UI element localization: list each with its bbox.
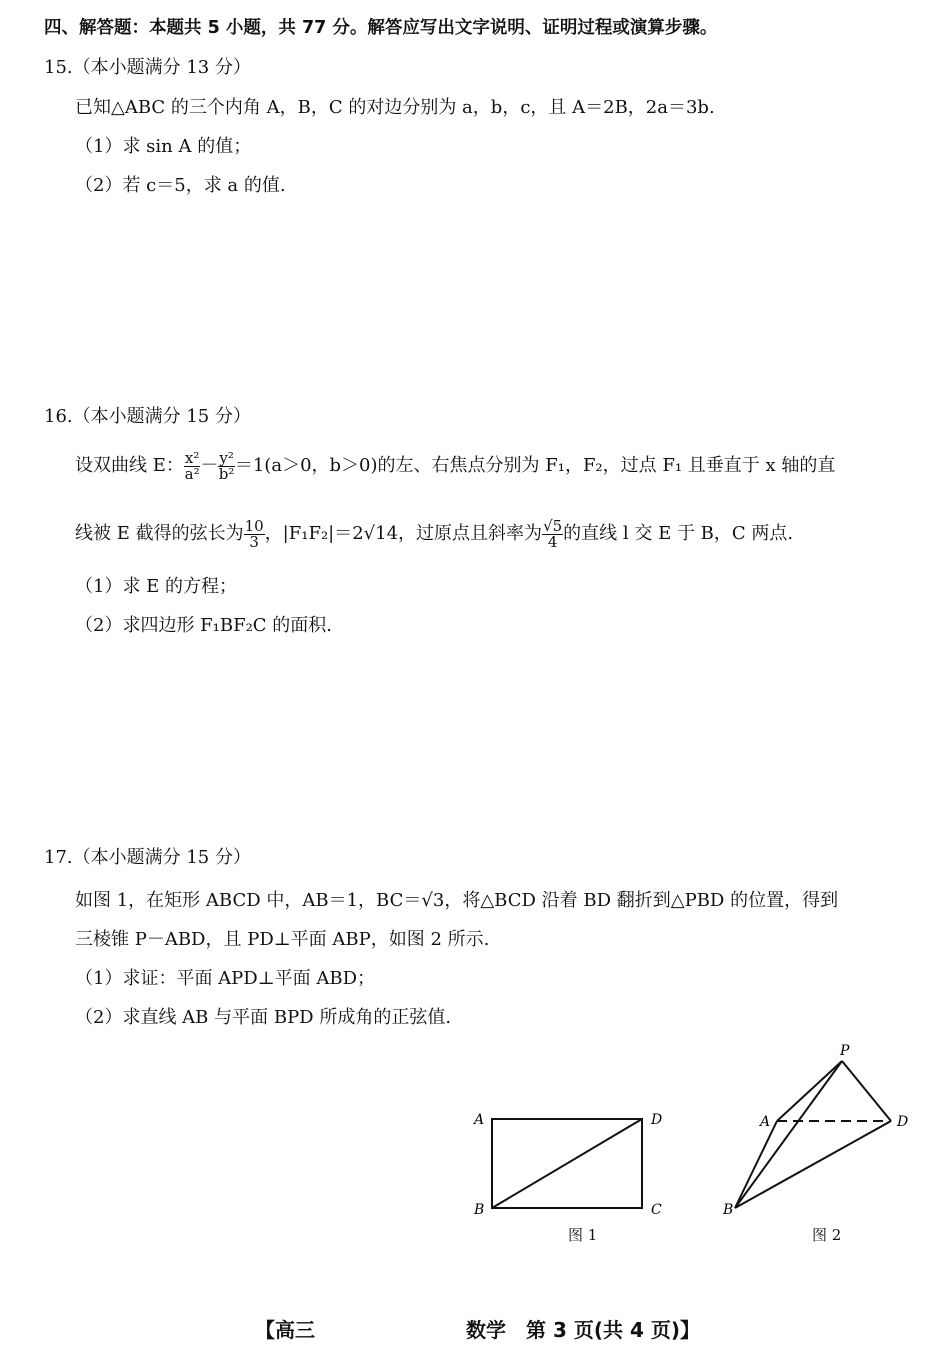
problem-16-q2: （2）求四边形 F₁BF₂C 的面积. xyxy=(75,615,333,636)
diagonal-bd xyxy=(492,1119,642,1208)
problem-16-line2 xyxy=(75,512,793,556)
problem-15-q2: （2）若 c＝5，求 a 的值. xyxy=(75,175,286,196)
p16-line2-pre: 线被 E 截得的弦长为 xyxy=(75,523,244,544)
frac-den: 3 xyxy=(249,532,259,551)
problem-17-q2: （2）求直线 AB 与平面 BPD 所成角的正弦值. xyxy=(75,1007,452,1028)
problem-17-stem-line2: 三棱锥 P－ABD，且 PD⊥平面 ABP，如图 2 所示. xyxy=(75,929,490,950)
frac-num: x² xyxy=(184,448,200,467)
figure-1 xyxy=(472,1112,662,1218)
frac-den: a² xyxy=(184,464,200,483)
edge-pd xyxy=(842,1061,891,1121)
frac-num: √5 xyxy=(543,516,563,535)
figure-2-caption: 图 2 xyxy=(812,1226,842,1244)
p16-line2-mid: ，|F₁F₂|＝2√14，过原点且斜率为 xyxy=(264,523,543,544)
fig2-label-b: B xyxy=(723,1202,734,1218)
frac-den: b² xyxy=(218,464,235,483)
fig2-label-a: A xyxy=(760,1114,771,1130)
problem-15-stem: 已知△ABC 的三个内角 A，B，C 的对边分别为 a，b，c，且 A＝2B，2a＝3b. xyxy=(75,97,715,118)
problem-17-stem-line1: 如图 1，在矩形 ABCD 中，AB＝1，BC＝√3，将△BCD 沿着 BD 翻折到△PBD 的位置，得到 xyxy=(75,890,839,911)
fig2-label-d: D xyxy=(897,1114,909,1130)
fig1-label-b: B xyxy=(474,1202,485,1218)
edge-ba xyxy=(735,1121,777,1208)
frac-num: y² xyxy=(219,448,234,467)
fig1-label-c: C xyxy=(651,1202,662,1218)
fraction-y2-b2 xyxy=(218,448,235,483)
problem-17-header: 17.（本小题满分 15 分） xyxy=(44,847,251,868)
edge-ap xyxy=(777,1061,842,1121)
p16-line1-post: ＝1(a＞0，b＞0)的左、右焦点分别为 F₁，F₂，过点 F₁ 且垂直于 x 轴的直 xyxy=(234,455,836,476)
footer-right: 数学 第 3 页(共 4 页)】 xyxy=(466,1318,700,1342)
fig2-label-p: P xyxy=(840,1043,850,1059)
minus-sign: － xyxy=(200,455,219,476)
fraction-x2-a2 xyxy=(184,448,200,483)
problem-16-line1 xyxy=(75,444,835,488)
frac-num: 10 xyxy=(244,516,264,535)
fig1-label-d: D xyxy=(651,1112,663,1128)
section-header: 四、解答题：本题共 5 小题，共 77 分。解答应写出文字说明、证明过程或演算步骤。 xyxy=(44,18,718,38)
edge-bd xyxy=(735,1121,891,1208)
problem-16-header: 16.（本小题满分 15 分） xyxy=(44,406,251,427)
figure-1-caption: 图 1 xyxy=(568,1226,598,1244)
fraction-10-3 xyxy=(244,516,265,551)
p16-line1-pre: 设双曲线 E： xyxy=(75,455,184,476)
figures xyxy=(460,1030,920,1220)
problem-15-header: 15.（本小题满分 13 分） xyxy=(44,57,251,78)
figure-2 xyxy=(722,1043,908,1218)
fraction-sqrt5-4 xyxy=(542,516,563,551)
fig1-label-a: A xyxy=(474,1112,485,1128)
problem-15-q1: （1）求 sin A 的值； xyxy=(75,136,252,157)
p16-line2-post: 的直线 l 交 E 于 B，C 两点. xyxy=(563,523,794,544)
frac-den: 4 xyxy=(547,532,558,551)
edge-bp xyxy=(735,1061,842,1208)
problem-17-q1: （1）求证：平面 APD⊥平面 ABD； xyxy=(75,968,376,989)
problem-16-q1: （1）求 E 的方程； xyxy=(75,576,238,597)
footer-left: 【高三 xyxy=(255,1318,315,1342)
